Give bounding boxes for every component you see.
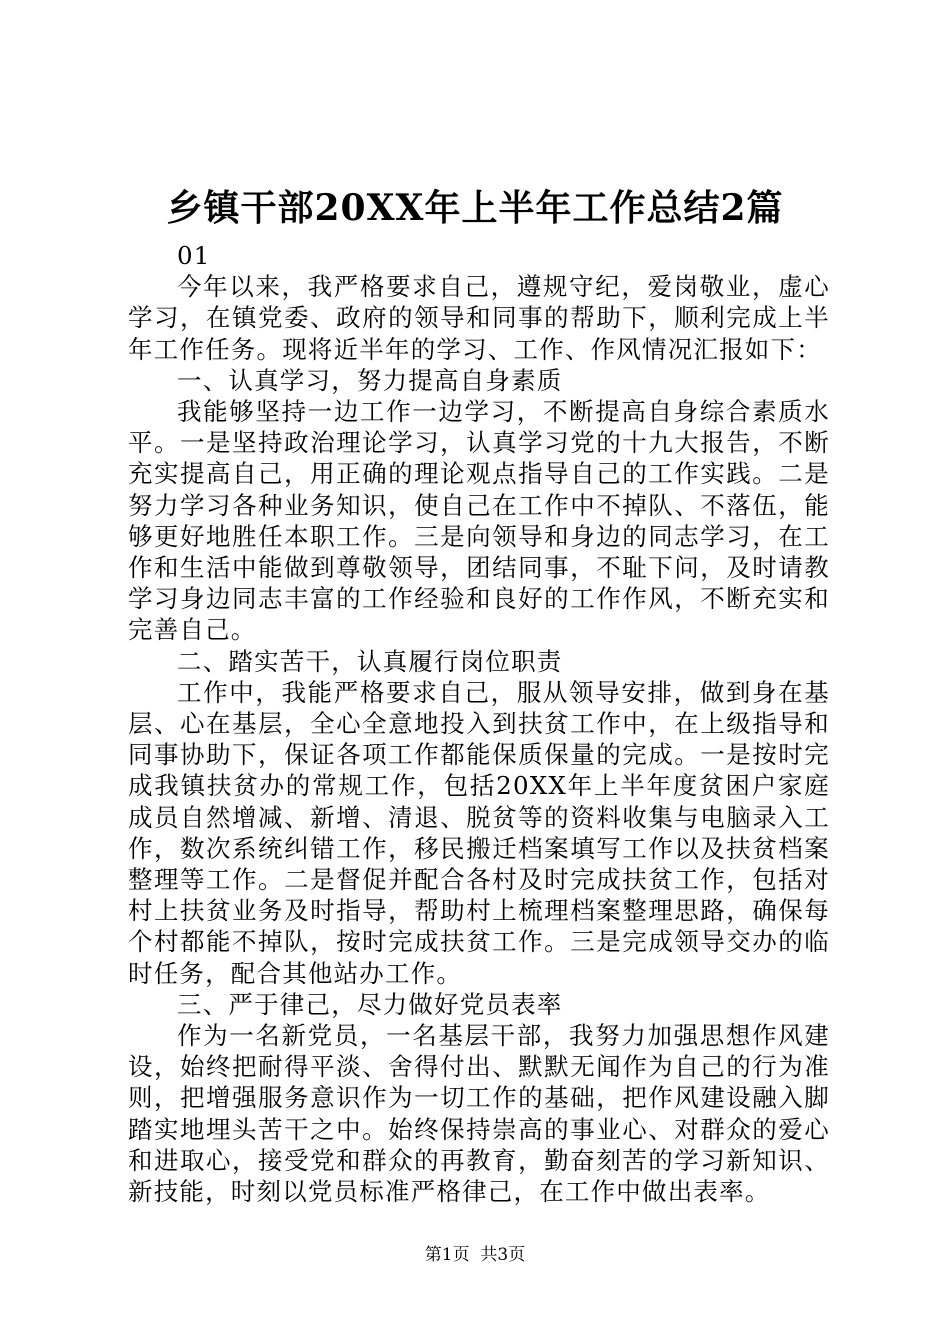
section-paragraph-2: 工作中，我能严格要求自己，服从领导安排，做到身在基层、心在基层，全心全意地投入到扶贫工作中，在上级指导和同事协助下，保证各项工作都能保质保量的完成。一是按时完成我镇扶贫办的常规工作，包括20XX年上半年度贫困户家庭成员自然增减、新增、清退、脱贫等的资料收集与电脑录入工作，数次系统纠错工作，移民搬迁档案填写工作以及扶贫档案整理等工作。二是督促并配合各村及时完成扶贫工作，包括对村上扶贫业务及时指导，帮助村上梳理档案整理思路，确保每个村都能不掉队，按时完成扶贫工作。三是完成领导交办的临时任务，配合其他站办工作。 [128, 677, 830, 988]
section-heading-1: 一、认真学习，努力提高自身素质 [177, 365, 563, 395]
section-paragraph-1: 我能够坚持一边工作一边学习，不断提高自身综合素质水平。一是坚持政治理论学习，认真学习党的十九大报告，不断充实提高自己，用正确的理论观点指导自己的工作实践。二是努力学习各种业务知识，使自己在工作中不掉队、不落伍，能够更好地胜任本职工作。三是向领导和身边的同志学习，在工作和生活中能做到尊敬领导，团结同事，不耻下问，及时请教学习身边同志丰富的工作经验和良好的工作作风，不断充实和完善自己。 [128, 397, 830, 645]
section-heading-3: 三、严于律己，尽力做好党员表率 [177, 989, 563, 1019]
document-body [128, 240, 830, 1207]
page-footer [0, 1243, 950, 1267]
intro-paragraph: 今年以来，我严格要求自己，遵规守纪，爱岗敬业，虚心学习，在镇党委、政府的领导和同事的帮助下，顺利完成上半年工作任务。现将近半年的学习、工作、作风情况汇报如下： [128, 272, 830, 364]
page-total: 共3页 [480, 1245, 526, 1265]
section-paragraph-3: 作为一名新党员，一名基层干部，我努力加强思想作风建设，始终把耐得平淡、舍得付出、默默无闻作为自己的行为准则，把增强服务意识作为一切工作的基础，把作风建设融入脚踏实地埋头苦干之中。始终保持崇高的事业心、对群众的爱心和进取心，接受党和群众的再教育，勤奋刻苦的学习新知识、新技能，时刻以党员标准严格律己，在工作中做出表率。 [128, 1021, 830, 1207]
section-heading-2: 二、踏实苦干，认真履行岗位职责 [177, 646, 563, 676]
document-title: 乡镇干部20XX年上半年工作总结2篇 [166, 187, 784, 229]
footer-spacer [470, 1245, 481, 1265]
section-marker: 01 [177, 241, 211, 270]
page-number: 第1页 [424, 1245, 470, 1265]
